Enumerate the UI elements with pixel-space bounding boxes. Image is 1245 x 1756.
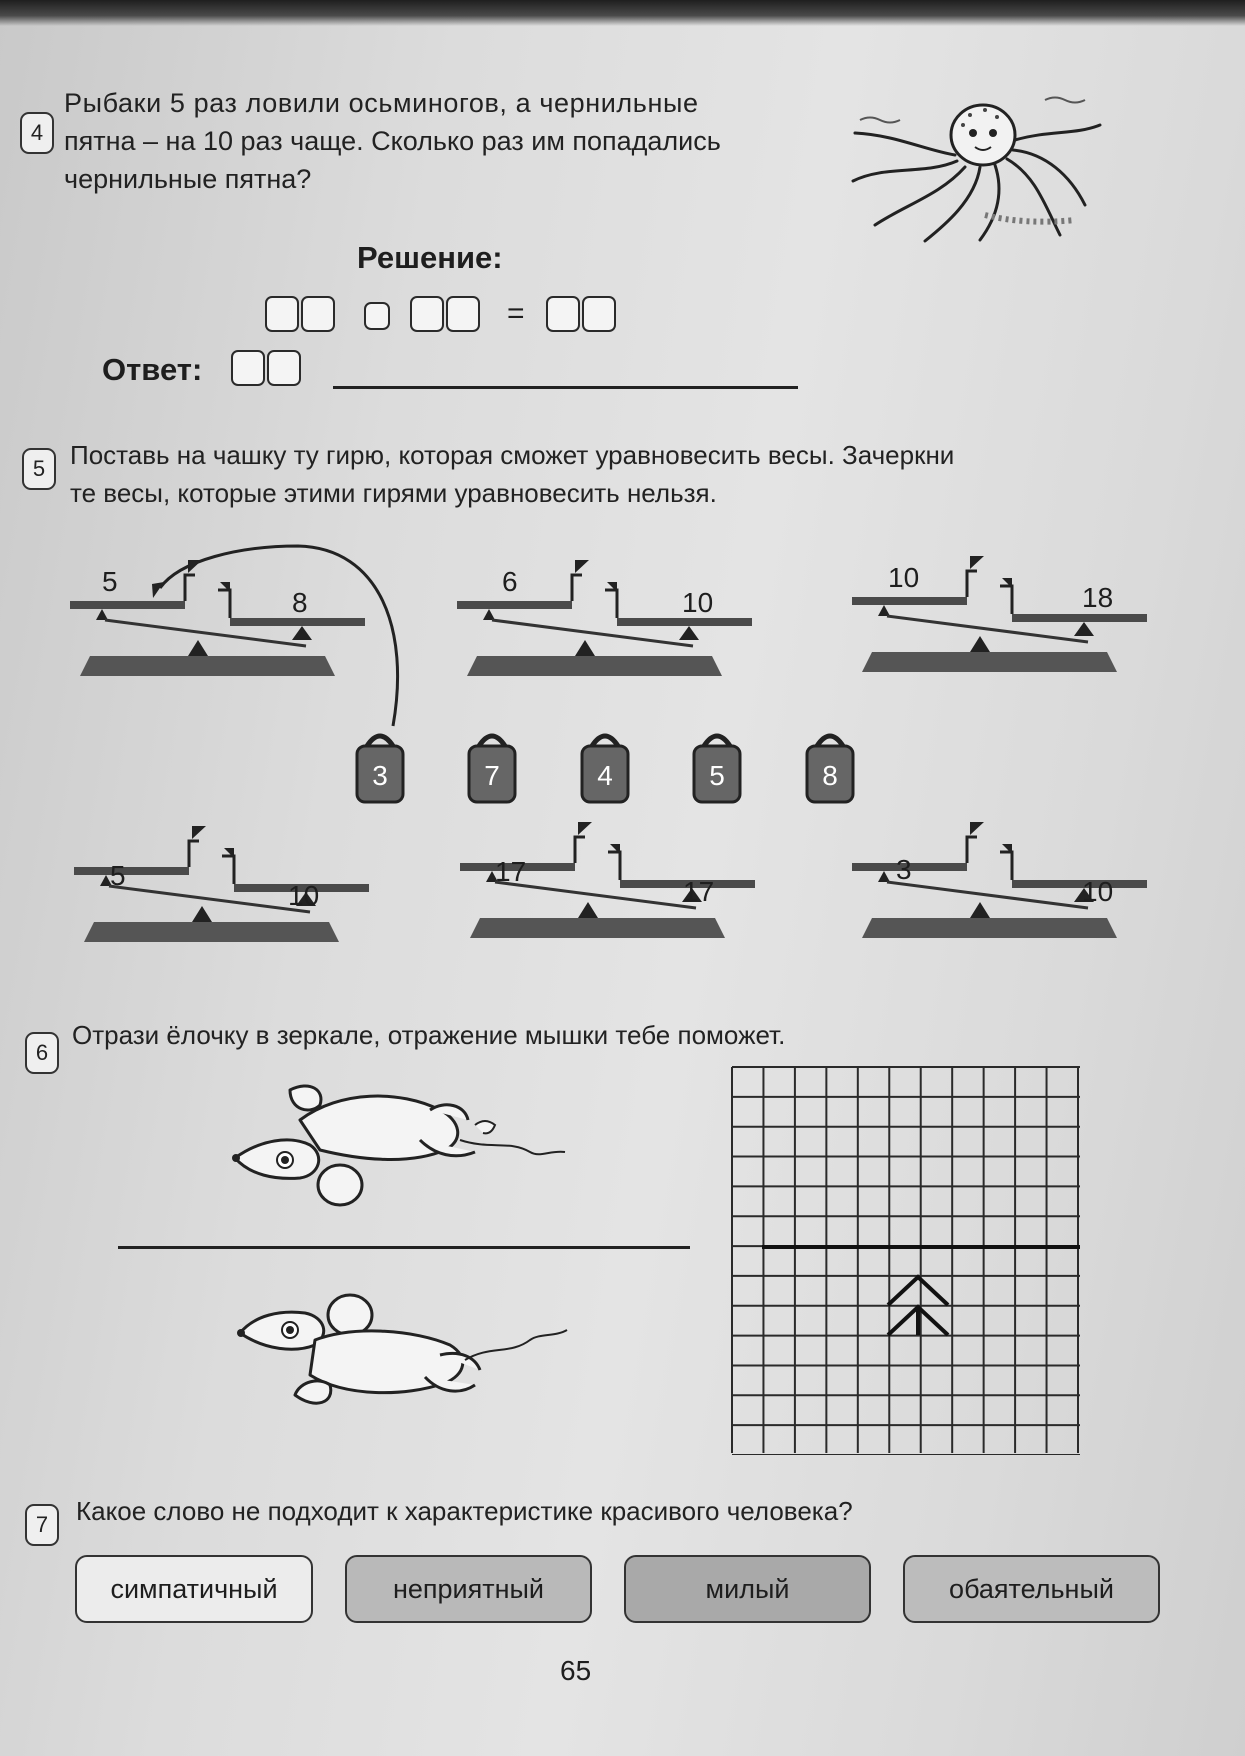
- scale-top-2-right: 10: [682, 587, 714, 618]
- scale-bottom-1-right: 10: [288, 880, 320, 911]
- task-7-text: Какое слово не подходит к характеристике красивого человека?: [76, 1496, 853, 1526]
- answer-line[interactable]: [333, 386, 798, 389]
- option-nepriyatny[interactable]: неприятный: [345, 1555, 592, 1623]
- task-5-number: 5: [22, 448, 56, 490]
- task-6-text: Отрази ёлочку в зеркале, отражение мышки тебе поможет.: [72, 1020, 786, 1050]
- octopus-illustration: [845, 95, 1105, 245]
- task-4-line-1: Рыбаки 5 раз ловили осьминогов, а чернильные: [64, 88, 699, 118]
- answer-cell[interactable]: [267, 350, 301, 386]
- arrow-head-icon: [152, 582, 164, 598]
- option-simpatichny[interactable]: симпатичный: [75, 1555, 313, 1623]
- scale-bottom-2-right: 17: [683, 876, 715, 907]
- operator-cell[interactable]: [364, 302, 390, 330]
- option-mily[interactable]: милый: [624, 1555, 871, 1623]
- weight-label: 4: [597, 760, 613, 791]
- scale-bottom-1-left: 5: [110, 860, 126, 891]
- scale-top-1-right: 8: [292, 587, 308, 618]
- task-4-line-3: чернильные пятна?: [64, 164, 312, 194]
- scale-top-2-left: 6: [502, 566, 518, 597]
- task-4-number: 4: [20, 112, 54, 154]
- scale-bottom-3-right: 10: [1082, 876, 1114, 907]
- task-6-number: 6: [25, 1032, 59, 1074]
- weight-label: 7: [484, 760, 500, 791]
- page-number: 65: [560, 1655, 592, 1686]
- option-obayatelny[interactable]: обаятельный: [903, 1555, 1160, 1623]
- scale-top-3-left: 10: [888, 562, 920, 593]
- answer-cell[interactable]: [231, 350, 265, 386]
- mirror-line: [118, 1246, 690, 1249]
- task-5-line-2: те весы, которые этими гирями уравновесить нельзя.: [70, 478, 717, 508]
- mouse-illustration-top: [230, 1080, 570, 1215]
- scale-top-1-left: 5: [102, 566, 118, 597]
- weight-label: 5: [709, 760, 725, 791]
- task-4-text: [64, 84, 854, 198]
- scale-bottom-2-left: 17: [495, 856, 527, 887]
- task-5-text: [70, 436, 1240, 512]
- solution-cell[interactable]: [301, 296, 335, 332]
- scan-top-edge: [0, 0, 1245, 26]
- solution-cell[interactable]: [265, 296, 299, 332]
- solution-cell[interactable]: [410, 296, 444, 332]
- arrow-curve: [160, 546, 398, 726]
- answer-label: Ответ:: [102, 352, 203, 387]
- scale-bottom-3-left: 3: [896, 854, 912, 885]
- solution-label: Решение:: [357, 240, 503, 275]
- scale-top-3-right: 18: [1082, 582, 1114, 613]
- drawing-grid[interactable]: [730, 1065, 1116, 1455]
- task-4-line-2: пятна – на 10 раз чаще. Сколько раз им попадались: [64, 126, 721, 156]
- task-5-line-1: Поставь на чашку ту гирю, которая сможет уравновесить весы. Зачеркни: [70, 440, 955, 470]
- weight-label: 8: [822, 760, 838, 791]
- solution-cell[interactable]: [546, 296, 580, 332]
- solution-cell[interactable]: [582, 296, 616, 332]
- task-7-number: 7: [25, 1504, 59, 1546]
- mouse-illustration-bottom: [235, 1285, 575, 1415]
- weight-label: 3: [372, 760, 388, 791]
- equals-sign: =: [507, 297, 525, 330]
- solution-cell[interactable]: [446, 296, 480, 332]
